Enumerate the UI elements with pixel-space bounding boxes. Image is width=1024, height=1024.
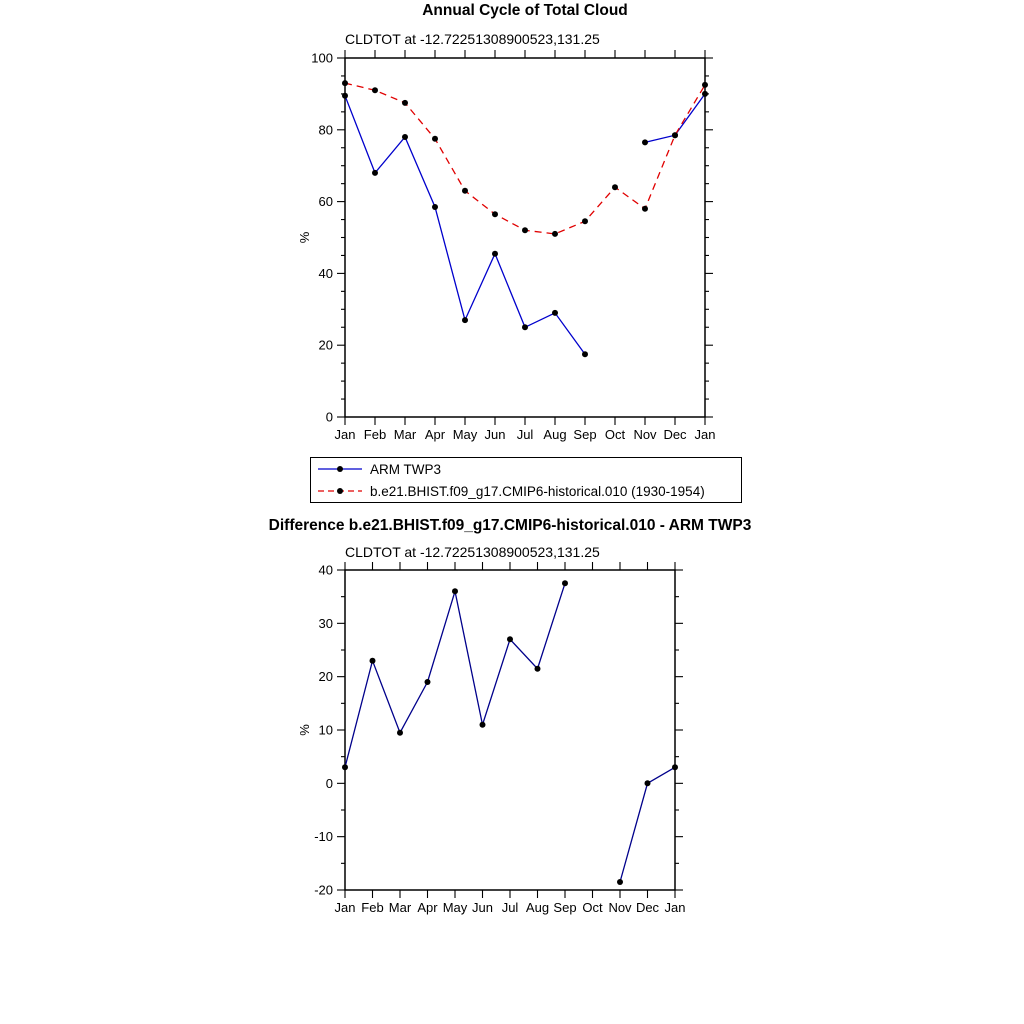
annual-cycle-title: Annual Cycle of Total Cloud — [422, 2, 628, 19]
x-tick-label: May — [452, 427, 478, 442]
y-tick-label: 100 — [311, 50, 333, 66]
data-point-cmip6-historical-010 — [342, 80, 348, 86]
x-tick-label: Dec — [635, 900, 660, 915]
x-tick-label: Sep — [573, 427, 597, 442]
y-tick-label: -20 — [314, 882, 333, 898]
annual-cycle-chart — [0, 50, 1024, 460]
x-tick-label: Jan — [334, 900, 356, 915]
data-point-arm-twp3 — [552, 310, 558, 316]
y-tick-label: -10 — [314, 829, 333, 845]
data-point-arm-twp3 — [342, 93, 348, 99]
legend-entry-arm-twp3 — [315, 459, 737, 479]
data-point-difference — [617, 879, 623, 885]
y-tick-label: 20 — [318, 669, 333, 685]
data-point-arm-twp3 — [702, 91, 708, 97]
data-point-difference — [480, 722, 486, 728]
data-point-cmip6-historical-010 — [522, 227, 528, 233]
x-tick-label: Aug — [525, 900, 550, 915]
data-point-arm-twp3 — [372, 170, 378, 176]
data-point-difference — [562, 580, 568, 586]
y-tick-label: 60 — [318, 194, 333, 210]
x-tick-label: Jun — [484, 427, 506, 442]
data-point-difference — [370, 658, 376, 664]
x-tick-label: Jul — [501, 900, 519, 915]
x-tick-label: Dec — [663, 427, 687, 442]
data-point-difference — [535, 666, 541, 672]
y-tick-label: 20 — [318, 337, 333, 353]
data-point-cmip6-historical-010 — [372, 87, 378, 93]
data-point-difference — [645, 780, 651, 786]
plot-frame — [345, 570, 675, 890]
data-point-arm-twp3 — [492, 251, 498, 257]
x-tick-label: Jun — [472, 900, 493, 915]
data-point-difference — [452, 588, 458, 594]
data-point-difference — [425, 679, 431, 685]
data-point-cmip6-historical-010 — [402, 100, 408, 106]
legend-line-sample-model — [315, 483, 365, 499]
x-tick-label: Apr — [424, 427, 446, 442]
legend-line-sample-arm-twp3 — [315, 461, 365, 477]
x-tick-label: Jan — [694, 427, 716, 442]
series-line-arm-twp3 — [345, 94, 705, 354]
data-point-arm-twp3 — [462, 317, 468, 323]
difference-chart — [0, 540, 1024, 935]
x-tick-label: Sep — [553, 900, 577, 915]
data-point-difference — [342, 764, 348, 770]
legend-label-model: b.e21.BHIST.f09_g17.CMIP6-historical.010 (1930-1954) — [370, 483, 705, 499]
legend-label-arm-twp3: ARM TWP3 — [370, 461, 442, 477]
x-tick-label: Apr — [417, 900, 438, 915]
data-point-cmip6-historical-010 — [582, 218, 588, 224]
data-point-difference — [672, 764, 678, 770]
x-tick-label: Aug — [543, 427, 567, 442]
y-tick-label: 0 — [325, 775, 333, 791]
y-tick-label: 80 — [318, 122, 333, 138]
y-tick-label: 10 — [318, 722, 333, 738]
x-tick-label: Jan — [334, 427, 356, 442]
y-tick-label: 40 — [318, 562, 333, 578]
data-point-arm-twp3 — [402, 134, 408, 140]
data-point-cmip6-historical-010 — [492, 211, 498, 217]
legend — [310, 457, 742, 503]
x-tick-label: Jan — [664, 900, 686, 915]
data-point-arm-twp3 — [522, 324, 528, 330]
data-point-cmip6-historical-010 — [552, 231, 558, 237]
difference-subtitle: CLDTOT at -12.72251308900523,131.25 — [345, 544, 600, 560]
x-tick-label: Feb — [361, 900, 384, 915]
x-tick-label: Mar — [393, 427, 417, 442]
x-tick-label: Oct — [582, 900, 603, 915]
y-tick-label: 0 — [325, 409, 333, 425]
data-point-cmip6-historical-010 — [702, 82, 708, 88]
x-tick-label: Mar — [388, 900, 412, 915]
data-point-cmip6-historical-010 — [612, 184, 618, 190]
x-tick-label: May — [442, 900, 468, 915]
x-tick-label: Nov — [608, 900, 632, 915]
data-point-cmip6-historical-010 — [432, 136, 438, 142]
data-point-arm-twp3 — [582, 351, 588, 357]
x-tick-label: Feb — [363, 427, 387, 442]
data-point-cmip6-historical-010 — [642, 206, 648, 212]
x-tick-label: Nov — [633, 427, 657, 442]
y-axis-label: % — [297, 724, 312, 736]
y-tick-label: 40 — [318, 265, 333, 281]
data-point-arm-twp3 — [432, 204, 438, 210]
y-tick-label: 30 — [318, 615, 333, 631]
annual-cycle-subtitle: CLDTOT at -12.72251308900523,131.25 — [345, 31, 600, 47]
y-axis-label: % — [297, 231, 312, 244]
legend-entry-model — [315, 481, 737, 501]
data-point-arm-twp3 — [642, 139, 648, 145]
data-point-difference — [397, 730, 403, 736]
x-tick-label: Oct — [604, 427, 626, 442]
x-tick-label: Jul — [516, 427, 534, 442]
data-point-cmip6-historical-010 — [672, 132, 678, 138]
difference-title: Difference b.e21.BHIST.f09_g17.CMIP6-historical.010 - ARM TWP3 — [268, 517, 752, 534]
plot-frame — [345, 58, 705, 417]
series-line-difference — [345, 583, 675, 882]
series-line-cmip6-historical-010 — [345, 83, 705, 234]
data-point-difference — [507, 636, 513, 642]
data-point-cmip6-historical-010 — [462, 188, 468, 194]
